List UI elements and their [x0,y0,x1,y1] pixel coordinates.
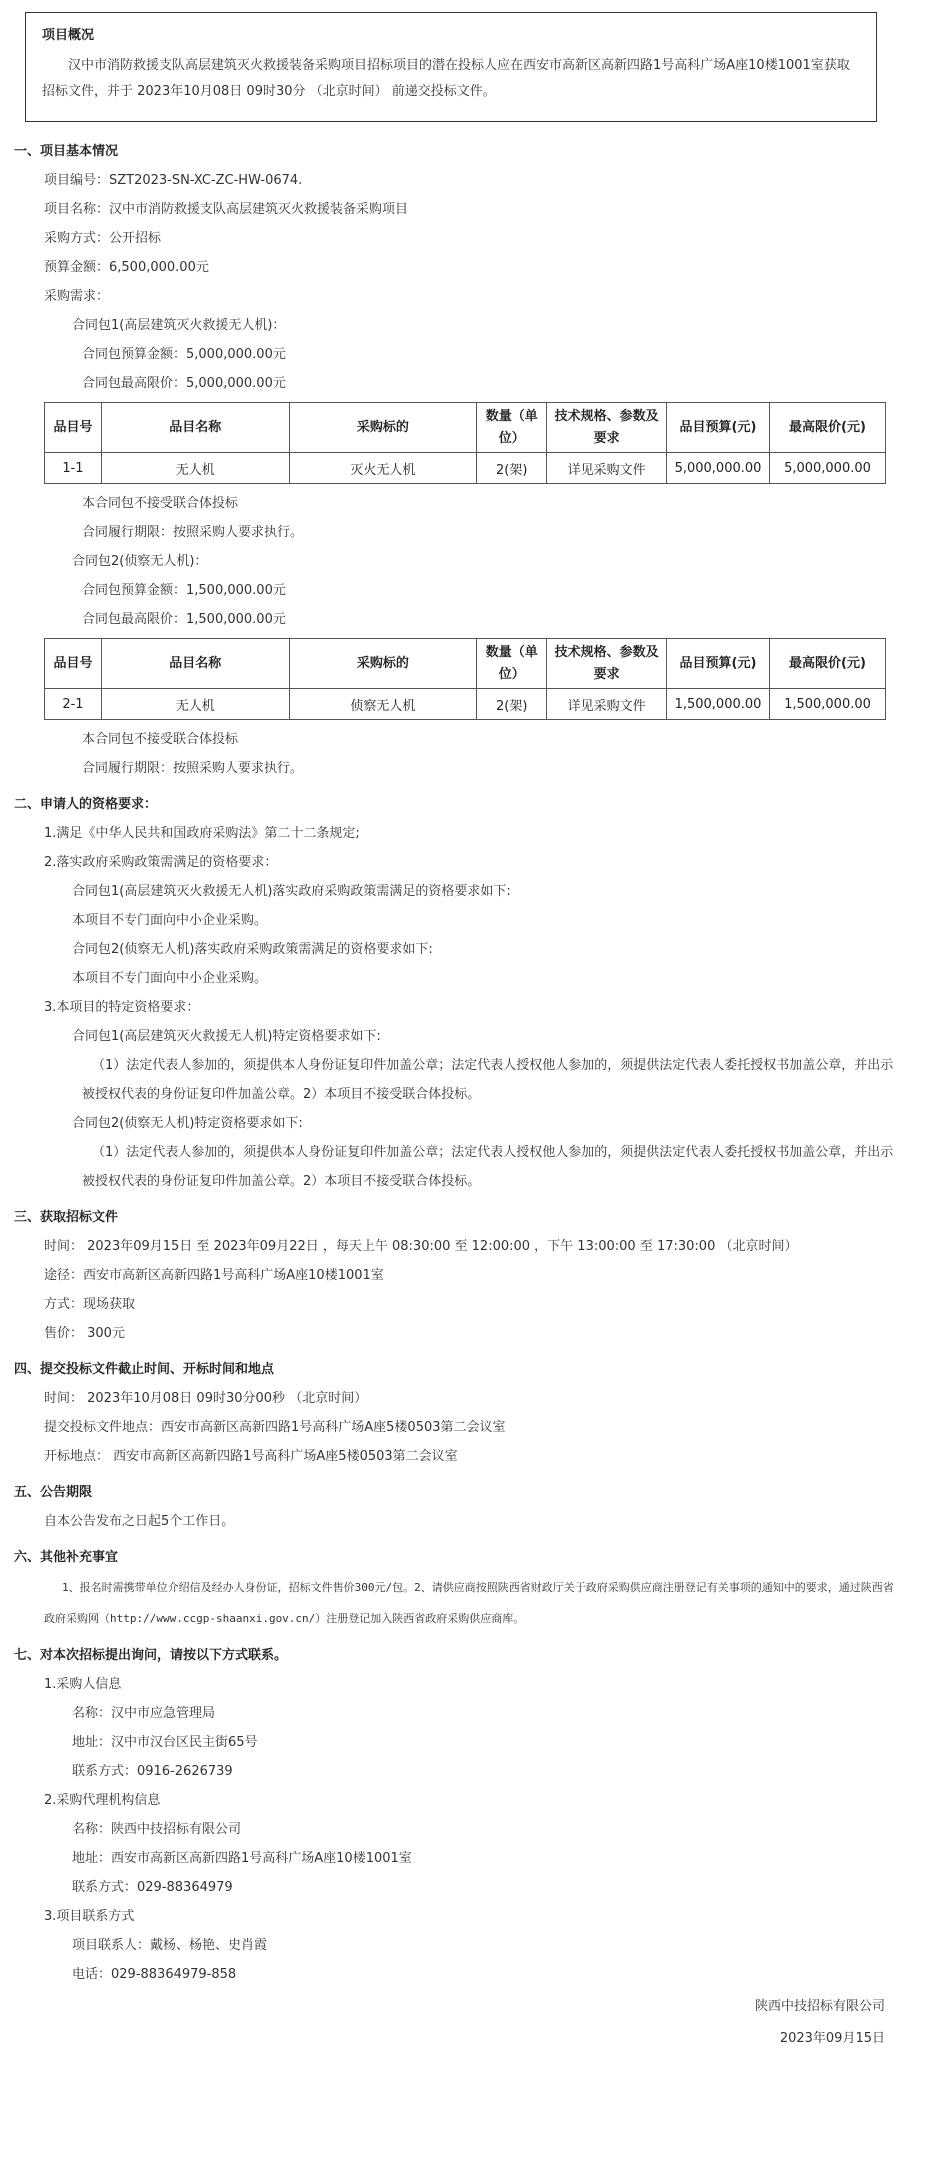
header-item-no: 品目号 [45,403,102,453]
qualification-line: 2.落实政府采购政策需满足的资格要求： [44,855,278,870]
table-row [45,453,886,484]
header-spec: 技术规格、参数及要求 [547,403,667,453]
overview-box [25,12,877,122]
cell-spec: 详见采购文件 [547,453,667,484]
cell-subject: 侦察无人机 [289,689,477,720]
signature-date: 2023年09月15日 [779,2031,885,2046]
header-quantity: 数量（单位） [477,639,547,689]
section-4-title: 四、提交投标文件截止时间、开标时间和地点 [14,1362,275,1377]
overview-text: 汉中市消防救援支队高层建筑灭火救援装备采购项目招标项目的潜在投标人应在西安市高新区高新四路1号高科广场A座10楼1001室获取招标文件，并于 2023年10月08日 09时30分 （北京时间） 前递交投标文件。 [42,58,850,99]
package-2-budget: 合同包预算金额：1,500,000.00元 [82,583,286,598]
package-1-note-period: 合同履行期限：按照采购人要求执行。 [82,525,304,540]
obtain-way: 方式：现场获取 [44,1297,136,1312]
purchase-method: 采购方式：公开招标 [44,231,162,246]
cell-item-name: 无人机 [101,689,289,720]
cell-limit: 5,000,000.00 [769,453,885,484]
cell-quantity: 2(架) [477,453,547,484]
qualification-line: 合同包1(高层建筑灭火救援无人机)落实政府采购政策需满足的资格要求如下: [72,884,511,899]
purchaser-name: 名称：汉中市应急管理局 [72,1706,216,1721]
project-contact-person: 项目联系人：戴杨、杨艳、史肖霞 [72,1938,268,1953]
obtain-place: 途径：西安市高新区高新四路1号高科广场A座10楼1001室 [44,1268,384,1283]
table-row [45,689,886,720]
project-number: 项目编号：SZT2023-SN-XC-ZC-HW-0674. [44,173,303,188]
qualification-line: 3.本项目的特定资格要求： [44,1000,200,1015]
section-6-title: 六、其他补充事宜 [14,1550,119,1565]
purchase-needs: 采购需求： [44,289,110,304]
purchaser-phone: 联系方式：0916-2626739 [72,1764,233,1779]
section-2-title: 二、申请人的资格要求： [14,797,158,812]
section-3-title: 三、获取招标文件 [14,1210,119,1225]
package-2-limit: 合同包最高限价：1,500,000.00元 [82,612,286,627]
header-item-no: 品目号 [45,639,102,689]
section-7-title: 七、对本次招标提出询问，请按以下方式联系。 [14,1648,288,1663]
package-2-title: 合同包2(侦察无人机)： [72,554,208,569]
cell-quantity: 2(架) [477,689,547,720]
deadline-time: 时间： 2023年10月08日 09时30分00秒 （北京时间） [44,1391,368,1406]
agency-name: 名称：陕西中技招标有限公司 [72,1822,242,1837]
section-1-title: 一、项目基本情况 [14,144,119,159]
purchaser-address: 地址：汉中市汉台区民主街65号 [72,1735,258,1750]
purchaser-heading: 1.采购人信息 [44,1677,122,1692]
cell-item-no: 1-1 [45,453,102,484]
section-5-title: 五、公告期限 [14,1485,93,1500]
header-limit: 最高限价(元) [769,403,885,453]
header-item-name: 品目名称 [101,403,289,453]
qualification-line: 合同包1(高层建筑灭火救援无人机)特定资格要求如下: [72,1029,381,1044]
project-name: 项目名称：汉中市消防救援支队高层建筑灭火救援装备采购项目 [44,202,409,217]
qualification-line: 本项目不专门面向中小企业采购。 [72,971,268,986]
cell-subject: 灭火无人机 [289,453,477,484]
cell-budget: 1,500,000.00 [667,689,770,720]
header-subject: 采购标的 [289,639,477,689]
package-1-table [44,402,886,484]
package-2-table [44,638,886,720]
agency-heading: 2.采购代理机构信息 [44,1793,161,1808]
qualification-line: 合同包2(侦察无人机)落实政府采购政策需满足的资格要求如下: [72,942,433,957]
package-1-limit: 合同包最高限价：5,000,000.00元 [82,376,286,391]
cell-spec: 详见采购文件 [547,689,667,720]
cell-limit: 1,500,000.00 [769,689,885,720]
package-2-note-consortium: 本合同包不接受联合体投标 [82,732,239,747]
qualification-paragraph: （1）法定代表人参加的，须提供本人身份证复印件加盖公章；法定代表人授权他人参加的，须提供法定代表人委托授权书加盖公章，并出示被授权代表的身份证复印件加盖公章。2）本项目不接受联合体投标。 [82,1058,894,1102]
package-1-title: 合同包1(高层建筑灭火救援无人机)： [72,318,286,333]
obtain-time: 时间： 2023年09月15日 至 2023年09月22日 ，每天上午 08:30:00 至 12:00:00 ，下午 13:00:00 至 17:30:00 （北京时间） [44,1239,798,1254]
project-contact-phone: 电话：029-88364979-858 [72,1967,237,1982]
package-2-note-period: 合同履行期限：按照采购人要求执行。 [82,761,304,776]
opening-place: 开标地点： 西安市高新区高新四路1号高科广场A座5楼0503第二会议室 [44,1449,458,1464]
obtain-price: 售价： 300元 [44,1326,125,1341]
header-limit: 最高限价(元) [769,639,885,689]
package-1-note-consortium: 本合同包不接受联合体投标 [82,496,239,511]
header-item-name: 品目名称 [101,639,289,689]
header-subject: 采购标的 [289,403,477,453]
qualification-paragraph: （1）法定代表人参加的，须提供本人身份证复印件加盖公章；法定代表人授权他人参加的，须提供法定代表人委托授权书加盖公章，并出示被授权代表的身份证复印件加盖公章。2）本项目不接受联合体投标。 [82,1145,894,1189]
submit-place: 提交投标文件地点：西安市高新区高新四路1号高科广场A座5楼0503第二会议室 [44,1420,506,1435]
header-budget: 品目预算(元) [667,403,770,453]
supplementary-text: 1、报名时需携带单位介绍信及经办人身份证，招标文件售价300元/包。2、请供应商按照陕西省财政厅关于政府采购供应商注册登记有关事项的通知中的要求，通过陕西省政府采购网（http://www.ccgp-shaanxi.gov.cn/）注册登记加入陕西省政府采购供应商库。 [44,1581,894,1625]
agency-address: 地址：西安市高新区高新四路1号高科广场A座10楼1001室 [72,1851,412,1866]
qualification-line: 1.满足《中华人民共和国政府采购法》第二十二条规定; [44,826,360,841]
header-spec: 技术规格、参数及要求 [547,639,667,689]
header-quantity: 数量（单位） [477,403,547,453]
project-contact-heading: 3.项目联系方式 [44,1909,135,1924]
table-header-row [45,639,886,689]
overview-title: 项目概况 [42,28,95,43]
qualification-line: 合同包2(侦察无人机)特定资格要求如下: [72,1116,303,1131]
notice-period: 自本公告发布之日起5个工作日。 [44,1514,235,1529]
budget-amount: 预算金额：6,500,000.00元 [44,260,209,275]
cell-budget: 5,000,000.00 [667,453,770,484]
qualification-line: 本项目不专门面向中小企业采购。 [72,913,268,928]
cell-item-name: 无人机 [101,453,289,484]
table-header-row [45,403,886,453]
signature-org: 陕西中技招标有限公司 [754,1999,885,2014]
agency-phone: 联系方式：029-88364979 [72,1880,233,1895]
package-1-budget: 合同包预算金额：5,000,000.00元 [82,347,286,362]
header-budget: 品目预算(元) [667,639,770,689]
cell-item-no: 2-1 [45,689,102,720]
